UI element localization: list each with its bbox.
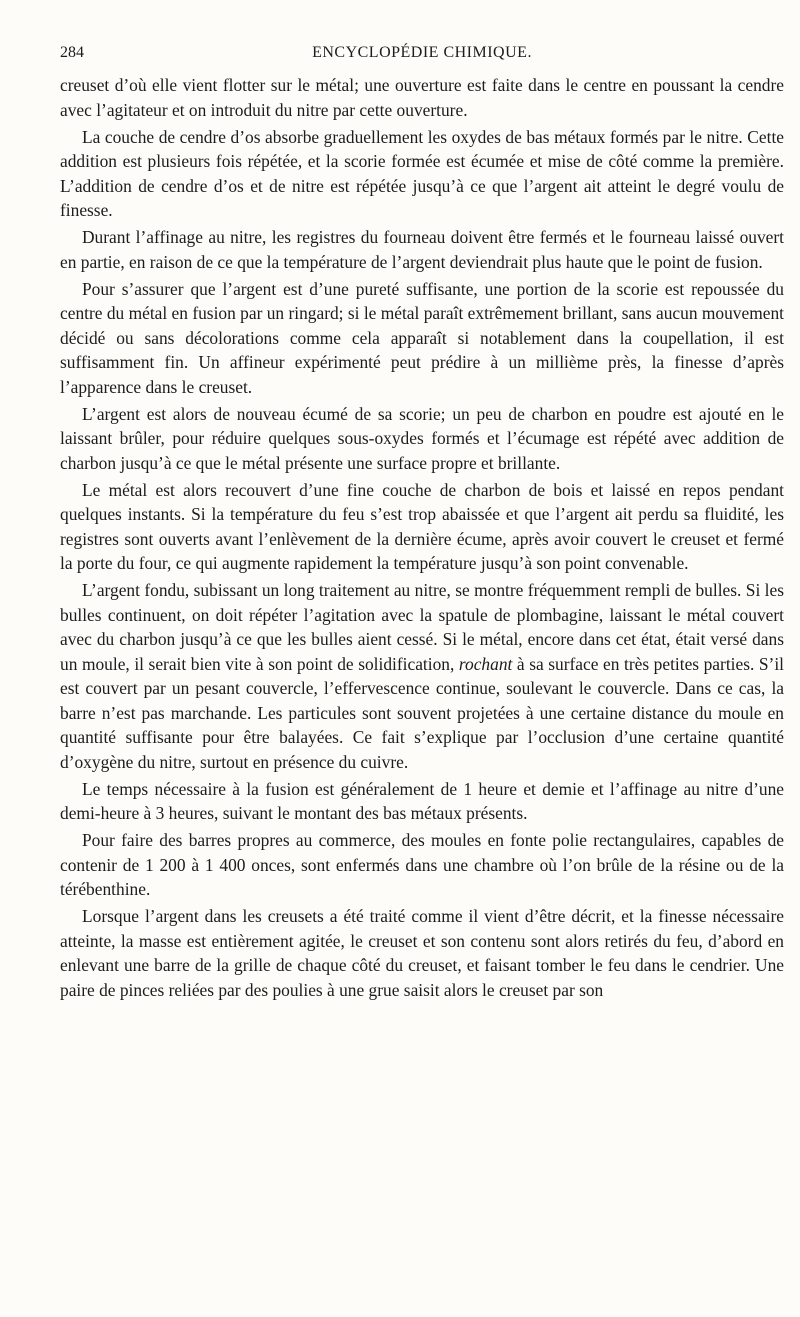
page-number: 284 <box>60 44 84 61</box>
paragraph-text: Le métal est alors recouvert d’une fine couche de charbon de bois et laissé en repos pendant quelques instants. Si la température du feu s’est trop abaissée et que l’argent ait perdu sa fluidité, les registres sont ouverts avant l’enlèvement de la dernière écume, après avoir couvert le creuset et fermé la porte du four, ce qui augmente rapidement la température jusqu’à son point convenable. <box>60 479 784 573</box>
paragraph <box>60 125 784 223</box>
paragraph <box>60 73 784 122</box>
paragraph-text: La couche de cendre d’os absorbe graduellement les oxydes de bas métaux formés par le nitre. Cette addition est plusieurs fois répétée, et la scorie formée est écumée et mise de côté comme la première. L’addition de cendre d’os et de nitre est répétée jusqu’à ce que l’argent ait atteint le degré voulu de finesse. <box>60 126 784 220</box>
paragraph-text: creuset d’où elle vient flotter sur le métal; une ouverture est faite dans le centre en poussant la cendre avec l’agitateur et on introduit du nitre par cette ouverture. <box>60 75 784 120</box>
document-page <box>60 0 784 1317</box>
paragraph-text: L’argent fondu, subissant un long traitement au nitre, se montre fréquemment rempli de bulles. Si les bulles continuent, on doit répéter l’agitation avec la spatule de plombagine, laissant le métal couvert avec du charbon jusqu’à ce que les bulles aient cessé. Si le métal, encore dans cet état, était versé dans un moule, il serait bien vite à son point de solidification, <box>60 580 784 674</box>
paragraph <box>60 402 784 476</box>
paragraph-text: Le temps nécessaire à la fusion est généralement de 1 heure et demie et l’affinage au nitre d’une demi-heure à 3 heures, suivant le montant des bas métaux présents. <box>60 778 784 823</box>
paragraph <box>60 478 784 576</box>
paragraph <box>60 225 784 274</box>
paragraph <box>60 904 784 1002</box>
italic-term: rochant <box>458 653 513 674</box>
running-head <box>60 44 784 66</box>
paragraph-text: Lorsque l’argent dans les creusets a été traité comme il vient d’être décrit, et la finesse nécessaire atteinte, la masse est entièrement agitée, le creuset et son contenu sont alors retirés du feu, d’abord en enlevant une barre de la grille de chaque côté du creuset, et faisant tomber le feu dans le cendrier. Une paire de pinces reliées par des poulies à une grue saisit alors le creuset par son <box>60 906 784 1000</box>
body-text <box>60 73 784 1002</box>
paragraph <box>60 277 784 400</box>
paragraph-text: à sa surface en très petites parties. S’il est couvert par un pesant couvercle, l’effervescence continue, soulevant le couvercle. Dans ce cas, la barre n’est pas marchande. Les particules sont souvent projetées à une certaine distance du moule en quantité suffisante pour être balayées. Ce fait s’explique par l’occlusion d’une certaine quantité d’oxygène du nitre, surtout en présence du cuivre. <box>60 653 785 772</box>
paragraph <box>60 777 784 826</box>
paragraph-text: Pour faire des barres propres au commerce, des moules en fonte polie rectangulaires, capables de contenir de 1 200 à 1 400 onces, sont enfermés dans une chambre où l’on brûle de la résine ou de la térébenthine. <box>60 830 784 899</box>
paragraph-text: Pour s’assurer que l’argent est d’une pureté suffisante, une portion de la scorie est repoussée du centre du métal en fusion par un ringard; si le métal paraît extrêmement brillant, sans aucun mouvement décidé ou sans décolorations comme cela apparaît si notablement dans la coupellation, il est suffisamment fin. Un affineur expérimenté peut prédire à un millième près, la finesse d’après l’apparence dans le creuset. <box>60 278 784 397</box>
paragraph <box>60 578 784 774</box>
paragraph <box>60 828 784 902</box>
paragraph-text: L’argent est alors de nouveau écumé de sa scorie; un peu de charbon en poudre est ajouté en le laissant brûler, pour réduire quelques sous-oxydes formés et l’écumage est répété avec addition de charbon jusqu’à ce que le métal présente une surface propre et brillante. <box>60 403 784 473</box>
paragraph-text: Durant l’affinage au nitre, les registres du fourneau doivent être fermés et le fourneau laissé ouvert en partie, en raison de ce que la température de l’argent deviendrait plus haute que le point de fusion. <box>60 227 784 272</box>
running-title: ENCYCLOPÉDIE CHIMIQUE. <box>312 44 532 61</box>
